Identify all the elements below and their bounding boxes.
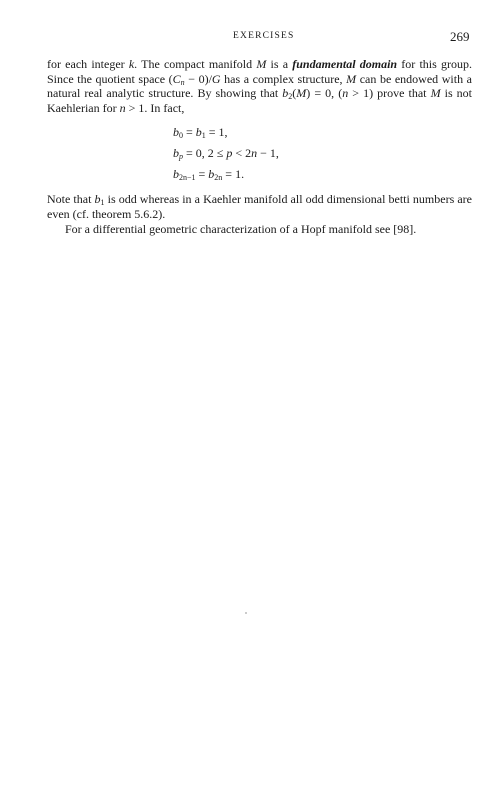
math-subscript-n: n [180, 77, 185, 87]
running-head: EXERCISES [233, 31, 295, 41]
display-equations [173, 122, 472, 185]
paragraph-1 [47, 57, 472, 115]
math-subscript: 0 [179, 131, 183, 141]
text-run: for this group. Since the quotient space ( [47, 57, 472, 86]
math-k: k [128, 57, 135, 71]
math-op: = [183, 125, 196, 140]
text-run: is odd whereas in a Kaehler manifold all odd dimensional betti numbers are even (cf. theorem 5.6.2). [47, 192, 472, 221]
math-subscript: 2 [288, 92, 293, 102]
math-b: b [173, 167, 179, 182]
text-run: is a [266, 57, 293, 71]
math-M: M [296, 86, 307, 101]
page-header [0, 29, 503, 45]
math-subscript-p: p [179, 152, 183, 162]
equation-2 [173, 143, 472, 164]
math-b: b [173, 146, 179, 161]
math-b: b [208, 167, 215, 182]
math-op: < 2 [232, 146, 252, 161]
math-n: n [119, 100, 126, 115]
math-subscript: 2n [214, 173, 223, 183]
math-b: b [282, 86, 289, 101]
math-subscript: 1 [201, 131, 206, 141]
text-run: is not Kaehlerian for [47, 86, 473, 115]
emphasis-fundamental-domain: fundamental domain [292, 57, 398, 71]
text-run: > 1) prove that [348, 86, 431, 101]
math-n: n [251, 146, 258, 161]
math-M: M [346, 71, 357, 86]
body-text [47, 57, 472, 236]
text-run: ( [292, 86, 297, 101]
text-run: − 0)/ [184, 71, 212, 86]
equation-1 [173, 122, 472, 143]
math-b: b [94, 192, 101, 207]
math-M: M [256, 57, 267, 71]
math-C: C [172, 71, 181, 86]
math-b: b [173, 125, 179, 140]
text-run: > 1. In fact, [125, 100, 185, 115]
math-p: p [226, 146, 233, 161]
text-run: . The compact manifold [134, 57, 257, 71]
page-number: 269 [450, 29, 470, 44]
math-b: b [195, 125, 202, 140]
math-G: G [211, 71, 221, 86]
paragraph-3: For a differential geometric characterization of a Hopf manifold see [98]. [65, 221, 417, 236]
math-subscript: 1 [100, 198, 105, 208]
math-subscript: 2n−1 [179, 173, 196, 183]
text-run: has a complex structure, [220, 71, 347, 86]
paragraph-2 [47, 192, 472, 221]
math-op: = 1, [205, 125, 228, 140]
text-run: Note that [47, 192, 95, 207]
math-n: n [342, 86, 349, 101]
math-op: = [195, 167, 209, 182]
scan-speck [245, 612, 247, 614]
math-op: = 0, 2 ≤ [183, 146, 227, 161]
math-op: − 1, [257, 146, 279, 161]
math-op: = 1. [222, 167, 245, 182]
equation-3 [173, 164, 472, 185]
math-M: M [430, 86, 441, 101]
text-run: for each integer [47, 57, 129, 71]
text-run: ) = 0, ( [306, 86, 343, 101]
text-run: can be endowed with a natural real analytic structure. By showing that [47, 71, 472, 101]
